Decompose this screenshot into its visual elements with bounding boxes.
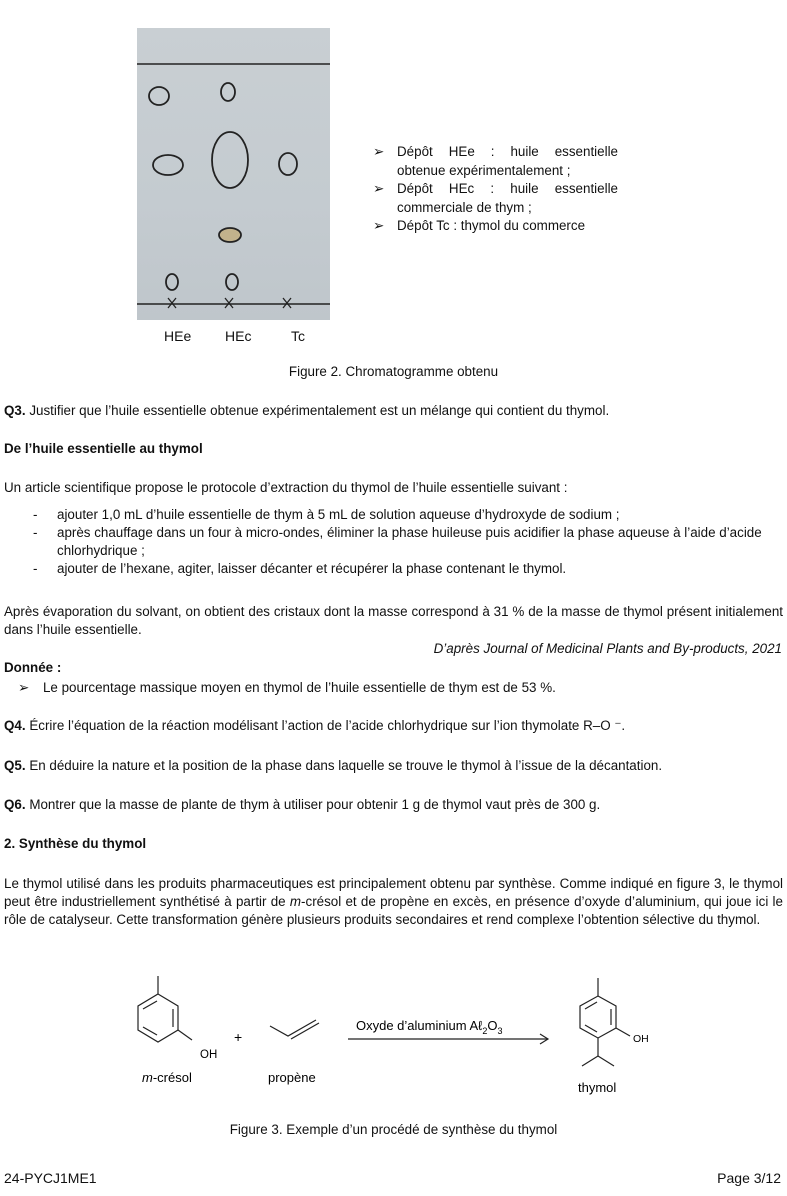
question-q5: Q5. En déduire la nature et la position de la phase dans laquelle se trouve le thymol à l’issue de la décantation. — [4, 758, 663, 773]
spot-tc-1 — [279, 153, 297, 175]
thymol-oh-label: OH — [633, 1033, 649, 1045]
page-number: Page 3/12 — [717, 1170, 781, 1186]
figure2-legend — [373, 143, 618, 236]
reaction-scheme — [120, 966, 680, 1096]
protocol-intro: Un article scientifique propose le protocole d’extraction du thymol de l’huile essentielle suivant : — [4, 480, 568, 495]
legend-item: ➢ Dépôt HEe : huile essentielle obtenue expérimentalement ; — [373, 144, 618, 178]
source-citation: D’après Journal of Medicinal Plants and By-products, 2021 — [433, 641, 782, 656]
arrow-bullet-icon: ➢ — [373, 181, 385, 196]
spot-hee-2 — [153, 155, 183, 175]
spot-hec-4 — [226, 274, 238, 290]
protocol-result: Après évaporation du solvant, on obtient des cristaux dont la masse correspond à 31 % de la masse de thymol présent initialement dans l’huile essentielle. — [4, 604, 783, 637]
question-q3: Q3. Justifier que l’huile essentielle obtenue expérimentalement est un mélange qui contient du thymol. — [4, 403, 610, 418]
arrow-bullet-icon: ➢ — [373, 144, 385, 159]
plus-sign: + — [234, 1029, 243, 1045]
arrow-bullet-icon: ➢ — [373, 218, 385, 233]
spot-hee-3 — [166, 274, 178, 290]
propene-label: propène — [268, 1070, 316, 1085]
m-cresol-label: m-crésol — [142, 1070, 192, 1085]
list-item: - ajouter 1,0 mL d’huile essentielle de thym à 5 mL de solution aqueuse d’hydroxyde de sodium ; — [33, 507, 620, 522]
question-q6: Q6. Montrer que la masse de plante de thym à utiliser pour obtenir 1 g de thymol vaut près de 300 g. — [4, 797, 601, 812]
chromatogram-drawing — [137, 28, 330, 320]
label-hee: HEe — [164, 328, 192, 344]
m-cresol-structure — [138, 976, 192, 1042]
section-oil-title: De l’huile essentielle au thymol — [4, 441, 203, 456]
legend-item: ➢ Dépôt Tc : thymol du commerce — [373, 217, 618, 236]
cresol-oh-label: OH — [200, 1049, 218, 1061]
spot-hec-3 — [219, 228, 241, 242]
legend-item: ➢ Dépôt HEc : huile essentielle commerciale de thym ; — [373, 181, 618, 215]
chromatogram-photo — [137, 28, 330, 320]
figure3-caption: Figure 3. Exemple d’un procédé de synthèse du thymol — [229, 1122, 558, 1137]
propene-structure — [270, 1020, 319, 1039]
spot-hee-1 — [149, 87, 169, 105]
data-label: Donnée : — [4, 660, 62, 675]
section2-paragraph: Le thymol utilisé dans les produits pharmaceutiques est principalement obtenu par synthèse. Comme indiqué en figure 3, le thymol peut être industriellement synthétisé à partir de m-crésol et de propène en excès, en présence d’oxyde d’aluminium, qui joue ici le rôle de catalyseur. Cette transformation génère plusieurs produits secondaires et rend complexe l’obtention sélective du thymol. — [4, 876, 783, 927]
list-item: - ajouter de l’hexane, agiter, laisser décanter et récupérer la phase contenant le thymol. — [33, 561, 567, 576]
thymol-structure — [580, 978, 630, 1066]
list-item: - après chauffage dans un four à micro-ondes, éliminer la phase huileuse puis acidifier la phase aqueuse à l’aide d’acide chlorhydrique ; — [33, 525, 762, 558]
spot-hec-2 — [212, 132, 248, 188]
spot-hec-1 — [221, 83, 235, 101]
data-item: ➢ Le pourcentage massique moyen en thymol de l’huile essentielle de thym est de 53 %. — [18, 680, 556, 695]
label-tc: Tc — [291, 328, 305, 344]
label-hec: HEc — [225, 328, 252, 344]
arrow-bullet-icon: ➢ — [18, 680, 30, 695]
section2-title: 2. Synthèse du thymol — [4, 836, 147, 851]
protocol-steps — [33, 506, 778, 578]
thymol-label: thymol — [578, 1080, 617, 1095]
document-code: 24-PYCJ1ME1 — [4, 1170, 97, 1186]
catalyst-label: Oxyde d’aluminium $A\ell_2O_3$ — [356, 1018, 503, 1036]
question-q4: Q4. Écrire l’équation de la réaction modélisant l’action de l’acide chlorhydrique sur l’ion thymolate R–O ⁻. — [4, 718, 626, 733]
figure2-caption: Figure 2. Chromatogramme obtenu — [288, 364, 499, 379]
